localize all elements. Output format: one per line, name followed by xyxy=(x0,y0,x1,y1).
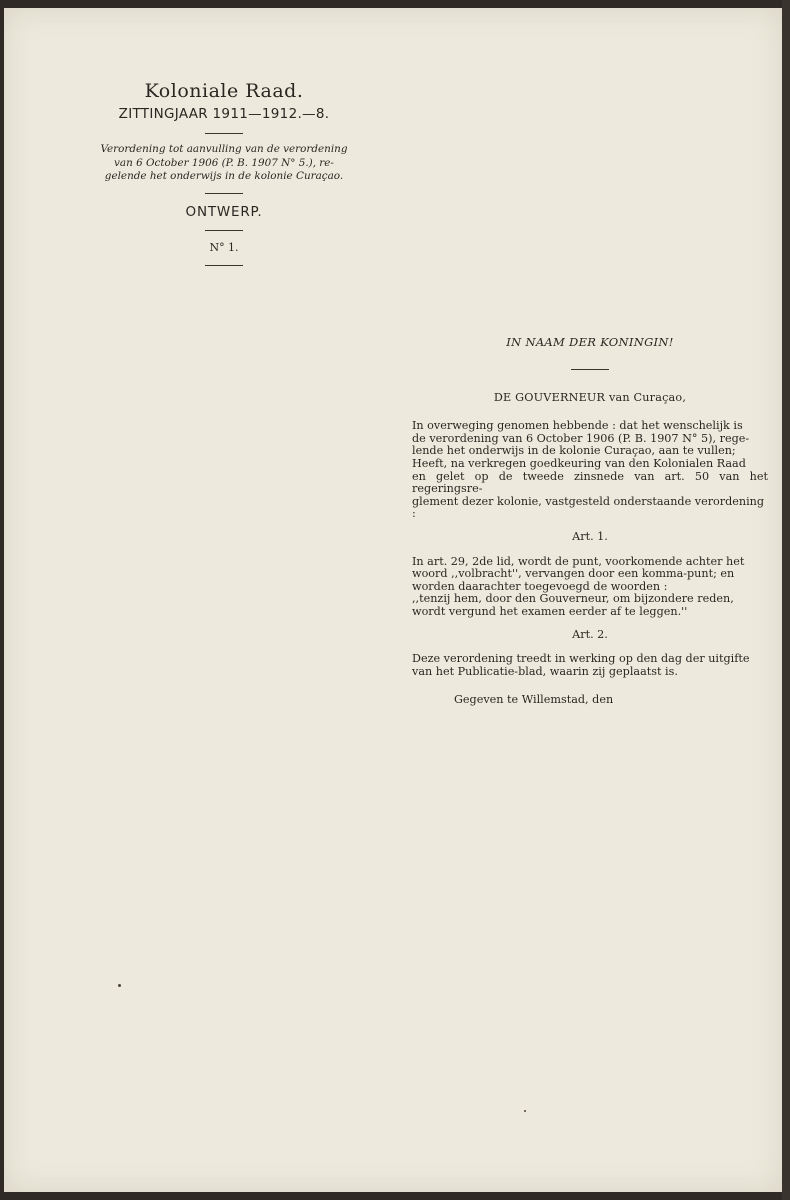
article-1-line: worden daarachter toegevoegd de woorden : xyxy=(412,579,668,593)
council-title: Koloniale Raad. xyxy=(144,80,304,102)
divider xyxy=(205,265,243,266)
subject-line-3: gelende het onderwijs in de kolonie Curaçao. xyxy=(104,170,344,182)
given-at-line: Gegeven te Willemstad, den xyxy=(454,693,614,707)
document-page xyxy=(4,8,782,1192)
divider xyxy=(205,230,243,231)
preamble-line: en gelet op de tweede zinsnede van art. 50 van het regeringsre- xyxy=(412,469,768,496)
governor-line: DE GOUVERNEUR van Curaçao, xyxy=(493,390,687,404)
preamble-line: Heeft, na verkregen goedkeuring van den Kolonialen Raad xyxy=(412,456,746,470)
article-1-title: Art. 1. xyxy=(572,529,608,543)
divider xyxy=(205,133,243,134)
paper-speck xyxy=(524,1110,526,1112)
article-1-line: wordt vergund het examen eerder af te leggen.'' xyxy=(412,604,688,618)
article-1-line: woord ,,volbracht'', vervangen door een komma-punt; en xyxy=(412,567,735,581)
invocation: IN NAAM DER KONINGIN! xyxy=(506,335,674,349)
preamble-line: In overweging genomen hebbende : dat het wenschelijk is xyxy=(412,419,743,433)
preamble-line: lende het onderwijs in de kolonie Curaçao, aan te vullen; xyxy=(412,444,736,458)
article-1-line: ,,tenzij hem, door den Gouverneur, om bijzondere reden, xyxy=(412,592,734,606)
ordinance-body xyxy=(412,336,768,707)
draft-number: N° 1. xyxy=(209,240,239,254)
article-2-line: van het Publicatie-blad, waarin zij geplaatst is. xyxy=(412,664,678,678)
subject-line-2: van 6 October 1906 (P. B. 1907 N° 5.), re- xyxy=(114,156,334,169)
article-2-title: Art. 2. xyxy=(572,627,608,641)
subject-line-1: Verordening tot aanvulling van de verordening xyxy=(100,143,348,155)
divider xyxy=(205,193,243,194)
paper-speck xyxy=(118,984,121,987)
article-2-line: Deze verordening treedt in werking op den dag der uitgifte xyxy=(412,652,750,666)
divider xyxy=(571,369,609,370)
preamble-line: glement dezer kolonie, vastgesteld onderstaande verordening : xyxy=(412,494,765,521)
draft-label: ONTWERP. xyxy=(185,203,263,220)
header-block xyxy=(94,78,354,275)
page-edge xyxy=(782,0,790,1200)
session-year: ZITTINGJAAR 1911—1912.—8. xyxy=(118,106,330,122)
preamble-line: de verordening van 6 October 1906 (P. B. 1907 N° 5), rege- xyxy=(412,431,750,445)
article-1-line: In art. 29, 2de lid, wordt de punt, voorkomende achter het xyxy=(412,554,745,568)
